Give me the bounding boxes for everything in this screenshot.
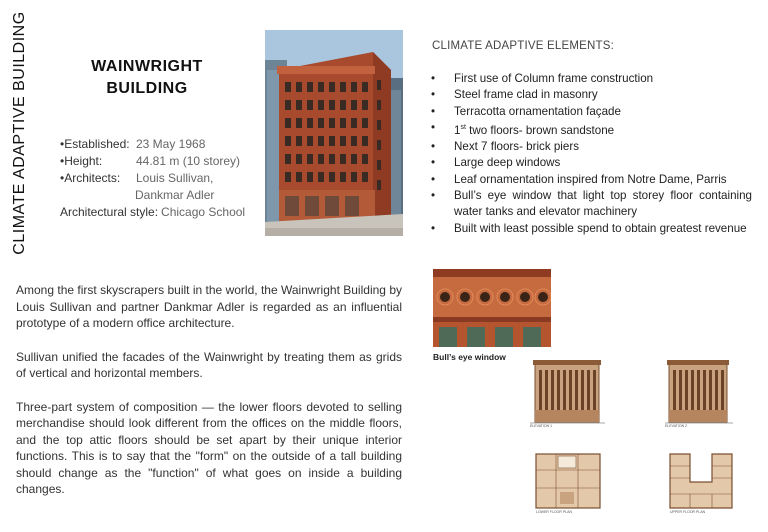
list-item: • First use of Column frame construction [430, 71, 752, 87]
bulls-eye-caption: Bull’s eye window [433, 352, 506, 362]
upper-floor-plan [668, 452, 736, 516]
paragraph-facades: Sullivan unified the facades of the Wainwright by treating them as grids of vertical and horizontal members. [16, 349, 402, 380]
facts-block [60, 136, 260, 221]
lower-floor-plan-label: LOWER FLOOR PLAN [536, 510, 572, 514]
fact-architects [60, 170, 260, 187]
upper-floor-plan-label: UPPER FLOOR PLAN [670, 510, 706, 514]
building-name-line1: WAINWRIGHT [91, 58, 203, 75]
elevation-1-illustration [530, 358, 605, 430]
lower-floor-plan-illustration [534, 452, 602, 516]
list-item: • Leaf ornamentation inspired from Notre Dame, Parris [430, 172, 752, 188]
paragraph-composition: Three-part system of composition — the lower floors devoted to selling merchandise should look different from the offices on the middle floors, and the top attic floors should be set apart by their unique interior functions. This is to say that the "form" on the outside of a tall building should change as the "function" of what goes on inside a building changes. [16, 399, 402, 496]
architect-2: Dankmar Adler [135, 188, 215, 202]
item4-sup: st [460, 123, 466, 131]
side-title [4, 8, 36, 258]
list-item: • Built with least possible spend to obtain greatest revenue [430, 221, 752, 237]
item4-mid: two [465, 123, 491, 137]
list-item: • Next 7 floors- brick piers [430, 139, 752, 155]
list-item: • Steel frame clad in masonry [430, 87, 752, 103]
height-label: •Height: [60, 154, 103, 168]
list-item [430, 120, 752, 139]
lower-floor-plan [534, 452, 602, 516]
elevation-2-drawing [665, 358, 733, 430]
climate-list [430, 71, 752, 237]
fact-architects-2 [60, 187, 260, 204]
bulls-eye-illustration [433, 269, 551, 347]
description [16, 282, 402, 515]
climate-heading: CLIMATE ADAPTIVE ELEMENTS: [432, 40, 615, 52]
building-photo [265, 30, 403, 236]
height-value: 44.81 m (10 storey) [136, 154, 241, 168]
item4-text: floors- brown sandstone [490, 123, 615, 137]
established-value: 23 May 1968 [136, 137, 206, 151]
architects-label: •Architects: [60, 171, 121, 185]
elevation-2-label: ELEVATION 2 [665, 424, 688, 428]
list-item: • Bull’s eye window that light top storey floor containing water tanks and elevator machinery [430, 188, 752, 221]
upper-floor-plan-illustration [668, 452, 736, 516]
fact-style [60, 204, 260, 221]
elevation-1-label: ELEVATION 1 [530, 424, 553, 428]
elevation-2-illustration [665, 358, 733, 430]
style-label: Architectural style: [60, 205, 159, 219]
style-value: Chicago School [161, 205, 246, 219]
building-name [62, 56, 232, 100]
fact-established [60, 136, 260, 153]
architect-1: Louis Sullivan, [136, 171, 214, 185]
side-title-text: CLIMATE ADAPTIVE BUILDING [11, 11, 28, 255]
list-item: • Large deep windows [430, 155, 752, 171]
list-item: • Terracotta ornamentation façade [430, 104, 752, 120]
elevation-1-drawing [530, 358, 605, 430]
building-photo-illustration [265, 30, 403, 236]
fact-height [60, 153, 260, 170]
building-name-line2: BUILDING [106, 80, 188, 97]
item4-prefix: 1 [454, 123, 461, 137]
paragraph-intro: Among the first skyscrapers built in the world, the Wainwright Building by Louis Sullivan and partner Dankmar Adler is regarded as an influential prototype of a modern office architecture. [16, 283, 402, 330]
established-label: •Established: [60, 137, 130, 151]
bulls-eye-photo [433, 269, 551, 347]
